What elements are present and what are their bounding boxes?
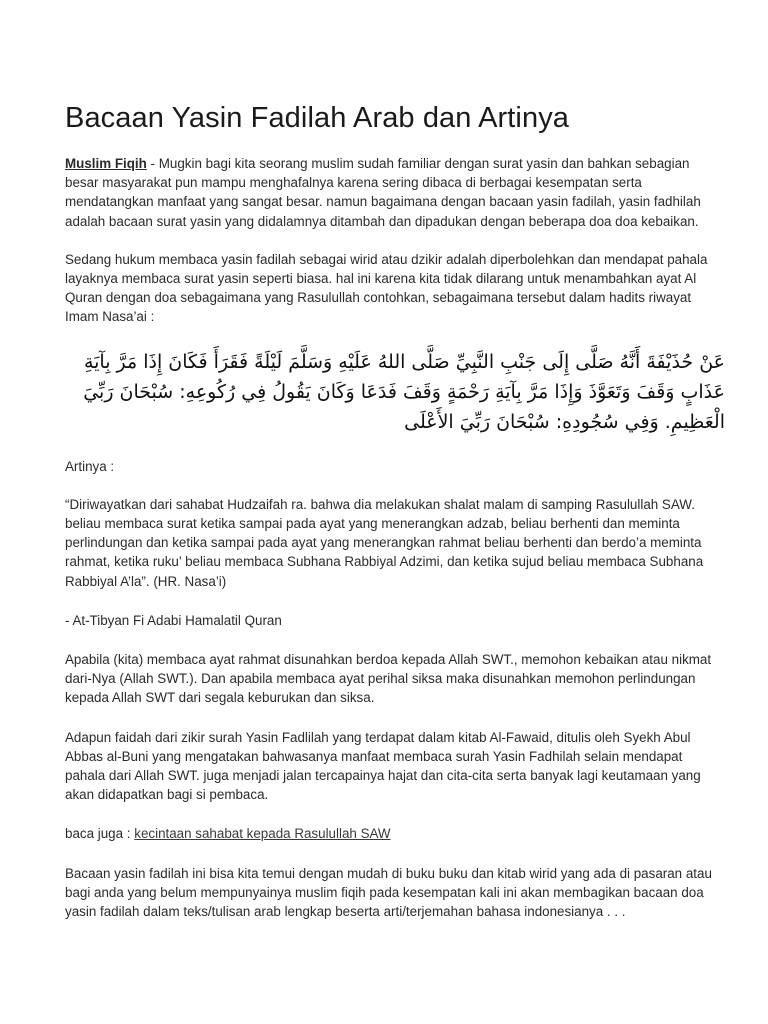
arabic-hadith: عَنْ حُذَيْفَةَ أَنَّهُ صَلَّى إِلَى جَنْبِ النَّبِيِّ صَلَّى اللهُ عَلَيْهِ وَسَلَّمَ لَيْلَةً فَقَرَأَ فَكَانَ إِذَا مَرَّ بِآيَةِ عَذَابٍ وَقَفَ وَتَعَوَّذَ وَإِذَا مَرَّ بِآيَةِ رَحْمَةٍ وَقَفَ فَدَعَا وَكَانَ يَقُولُ فِي رُكُوعِهِ: سُبْحَانَ رَبِّيَ الْعَظِيمِ. وَفِي سُجُودِهِ: سُبْحَانَ رَبِّيَ الأَعْلَى (83, 350, 725, 433)
artinya-label: Artinya : (65, 458, 115, 474)
related-article-link[interactable]: kecintaan sahabat kepada Rasulullah SAW (134, 826, 391, 842)
baca-juga-label: baca juga : (65, 826, 135, 842)
article-title: Bacaan Yasin Fadilah Arab dan Artinya (65, 102, 570, 134)
source-citation: - At-Tibyan Fi Adabi Hamalatil Quran (65, 612, 282, 628)
intro-paragraph (65, 154, 725, 231)
article (65, 100, 725, 921)
adapun-paragraph: Adapun faidah dari zikir surah Yasin Fadlilah yang terdapat dalam kitab Al-Fawaid, ditulis oleh Syekh Abul Abbas al-Buni yang mengatakan bahwasanya manfaat membaca surah Yasin Fadhilah selain mendapat pahala dari Allah SWT. juga menjadi jalan tercapainya hajat dan cita-cita serta banyak lagi keutamaan yang akan didapatkan bagi si pembaca. (65, 729, 701, 803)
apabila-paragraph: Apabila (kita) membaca ayat rahmat disunahkan berdoa kepada Allah SWT., memohon kebaikan atau nikmat dari-Nya (Allah SWT.). Dan apabila membaca ayat perihal siksa maka disunahkan memohon perlindungan kepada Allah SWT dari segala keburukan dan siksa. (65, 652, 712, 706)
translation-paragraph: “Diriwayatkan dari sahabat Hudzaifah ra. bahwa dia melakukan shalat malam di samping Rasulullah SAW. beliau membaca surat ketika sampai pada ayat yang menerangkan adzab, beliau berhenti dan meminta perlindungan dan ketika sampai pada ayat yang menerangkan rahmat beliau berhenti dan berdo’a meminta rahmat, ketika ruku’ beliau membaca Subhana Rabbiyal Adzimi, dan ketika sujud beliau membaca Subhana Rabbiyal A’la”. (HR. Nasa’i) (65, 496, 704, 589)
hukum-paragraph: Sedang hukum membaca yasin fadilah sebagai wirid atau dzikir adalah diperbolehkan dan mendapat pahala layaknya membaca surat yasin seperti biasa. hal ini karena kita tidak dilarang untuk menambahkan ayat Al Quran dengan doa sebagaimana yang Rasulullah contohkan, sebagaimana tersebut dalam hadits riwayat Imam Nasa’ai : (65, 251, 708, 325)
baca-juga-paragraph (65, 824, 725, 843)
muslim-fiqih-link[interactable]: Muslim Fiqih (65, 156, 147, 171)
closing-paragraph: Bacaan yasin fadilah ini bisa kita temui dengan mudah di buku buku dan kitab wirid yang ada di pasaran atau bagi anda yang belum mempunyainya muslim fiqih pada kesempatan kali ini akan membagikan bacaan doa yasin fadilah dalam teks/tulisan arab lengkap beserta arti/terjemahan bahasa indonesianya . . . (65, 865, 712, 920)
intro-text: - Mugkin bagi kita seorang muslim sudah familiar dengan surat yasin dan bahkan sebagian besar masyarakat pun mampu menghafalnya karena sering dibaca di berbagai kesempatan serta mendatangkan manfaat yang sangat besar. namun bagaimana dengan bacaan yasin fadilah, yasin fadhilah adalah bacaan surat yasin yang didalamnya ditambah dan dipadukan dengan beberapa doa doa kebaikan. (65, 156, 701, 229)
